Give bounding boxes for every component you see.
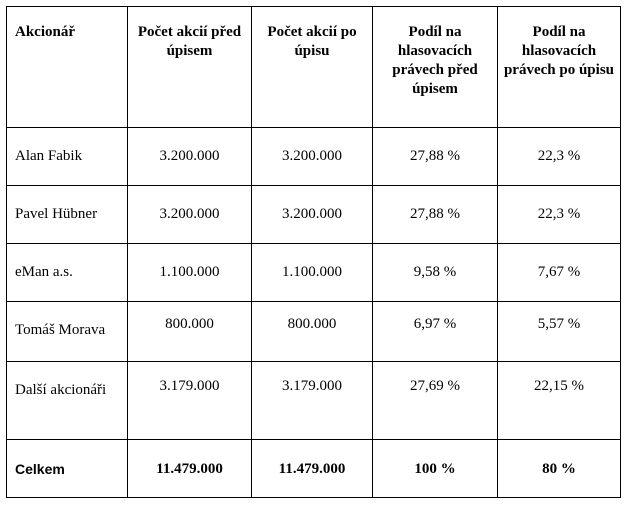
shareholder-name: Tomáš Morava — [7, 302, 128, 362]
table-header-row — [7, 7, 621, 128]
voting-before: 6,97 % — [373, 302, 498, 362]
shareholder-name: Další akcionáři — [7, 362, 128, 440]
shares-before: 3.200.000 — [128, 186, 252, 244]
voting-after: 7,67 % — [498, 244, 621, 302]
header-shares-before: Počet akcií před úpisem — [128, 7, 252, 128]
shareholder-name: Alan Fabik — [7, 128, 128, 186]
shareholders-table — [6, 6, 621, 498]
header-shareholder: Akcionář — [7, 7, 128, 128]
total-voting-before: 100 % — [373, 440, 498, 498]
shares-before: 800.000 — [128, 302, 252, 362]
total-voting-after: 80 % — [498, 440, 621, 498]
table-row — [7, 302, 621, 362]
voting-after: 22,3 % — [498, 128, 621, 186]
voting-before: 27,88 % — [373, 128, 498, 186]
header-voting-after: Podíl na hlasovacích právech po úpisu — [498, 7, 621, 128]
shares-before: 3.179.000 — [128, 362, 252, 440]
total-shares-after: 11.479.000 — [252, 440, 373, 498]
table-total-row — [7, 440, 621, 498]
table-row — [7, 362, 621, 440]
table-row — [7, 244, 621, 302]
total-shares-before: 11.479.000 — [128, 440, 252, 498]
shares-after: 800.000 — [252, 302, 373, 362]
voting-before: 27,69 % — [373, 362, 498, 440]
table-row — [7, 186, 621, 244]
shares-after: 1.100.000 — [252, 244, 373, 302]
shares-before: 1.100.000 — [128, 244, 252, 302]
voting-before: 27,88 % — [373, 186, 498, 244]
shareholder-name: Pavel Hübner — [7, 186, 128, 244]
shares-after: 3.200.000 — [252, 128, 373, 186]
voting-after: 5,57 % — [498, 302, 621, 362]
header-voting-before: Podíl na hlasovacích právech před úpisem — [373, 7, 498, 128]
shareholder-name: eMan a.s. — [7, 244, 128, 302]
voting-after: 22,3 % — [498, 186, 621, 244]
shares-after: 3.179.000 — [252, 362, 373, 440]
table-row — [7, 128, 621, 186]
voting-before: 9,58 % — [373, 244, 498, 302]
shares-after: 3.200.000 — [252, 186, 373, 244]
shares-before: 3.200.000 — [128, 128, 252, 186]
header-shares-after: Počet akcií po úpisu — [252, 7, 373, 128]
total-label: Celkem — [7, 440, 128, 498]
voting-after: 22,15 % — [498, 362, 621, 440]
